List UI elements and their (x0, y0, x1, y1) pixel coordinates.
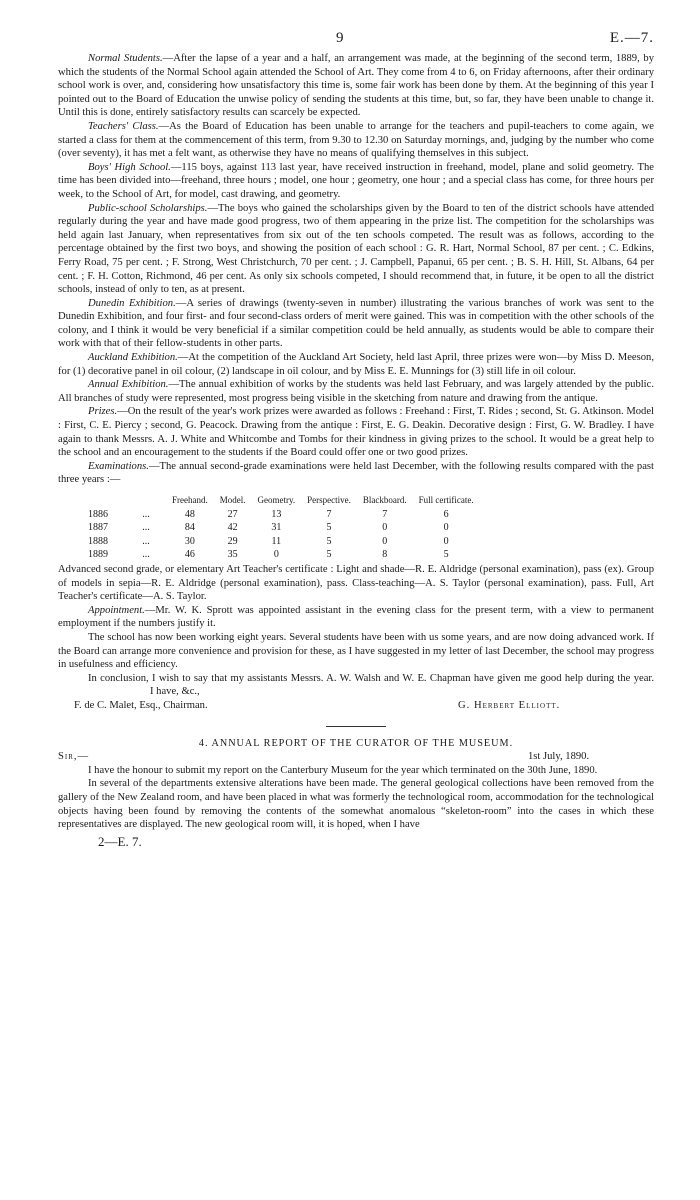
table-cell: 27 (227, 509, 238, 521)
table-cell: 46 (184, 548, 195, 560)
table-cell: 29 (227, 535, 238, 547)
post-table-text (58, 563, 654, 713)
closing-phrase: I have, &c., (150, 686, 200, 698)
column-header: Model. (219, 495, 246, 505)
column-header: Perspective. (307, 495, 351, 505)
section-title: 4. ANNUAL REPORT OF THE CURATOR OF THE MUSEUM. (198, 737, 514, 749)
signature-mark: 2—E. 7. (98, 833, 142, 849)
paragraph-text: —115 boys, against 113 last year, have received instruction in freehand, model, plane and solid geometry. The time has been divided into—freehand, three hours ; model, one hour ; geometry, one hour ; and a special class has come, for three hours per week, to the School of Art, for model, cast drawing, and geometry. (58, 161, 654, 200)
table-cell: 7 (326, 509, 332, 521)
table-cell: 31 (271, 522, 282, 534)
table-cell: 0 (443, 535, 449, 547)
table-cell: 35 (227, 548, 238, 560)
table-cell-leader: ... (142, 509, 150, 521)
salutation-row (58, 750, 654, 764)
paragraph-boys-high-school (58, 161, 654, 202)
signature-row (58, 699, 654, 713)
column-header: Blackboard. (362, 495, 407, 505)
section-divider (326, 726, 386, 727)
paragraph-text: —After the lapse of a year and a half, an arrangement was made, at the beginning of the second term, 1889, by which the students of the Normal School again attended the School of Art. They come from 4 to 6, on Friday afternoons, after their ordinary school work is over, and, considering how unsatisfactory this time is, some fair work has been done by them. At the beginning of this year I pointed out to the Board of Education the unwise policy of sending the students at this time, but, so far, they have been unable to change it. Until this is done, entirely satisfactory results can scarcely be expected. (58, 53, 654, 119)
paragraph-text: In conclusion, I wish to say that my assistants Messrs. A. W. Walsh and W. E. Chapman have given me good help during the year. (88, 672, 654, 684)
paragraph-dunedin-exhibition (58, 297, 654, 351)
paragraph-text: —The boys who gained the scholarships given by the Board to ten of the district schools have attended regularly during the year and have made good progress, two of them appearing in the prize list. The competition for the scholarships was held again last January, when representatives from six out of the ten schools competed. The result was as follows, according to the percentage obtained by the first two boys, and showing the position of each school : G. R. Hart, Normal School, 87 per cent. ; C. Edkins, Ferry Road, 75 per cent. ; F. Strong, West Christchurch, 70 per cent. ; J. Campbell, Papanui, 65 per cent. ; B. S. H. Hill, St. Albans, 64 per cent. ; F. H. Cotton, Richmond, 46 per cent. As only six schools competed, I should recommend that, in future, it be open to all the district schools, instead of only to ten, as at present. (58, 202, 654, 296)
examination-results-table (84, 494, 654, 561)
letter-date: 1st July, 1890. (528, 751, 590, 763)
paragraph-heading: Boys' High School. (88, 161, 171, 173)
paragraph-museum-alterations: In several of the departments extensive alterations have been made. The general geological collections have been removed from the gallery of the New Zealand room, and have been placed in what was formerly the technological room, accommodation for the technological objects having been found by removing the contents of the somewhat anomalous “skeleton-room” into the cases in which these representatives are displayed. The new geological room will, it is hoped, when I have (58, 778, 654, 831)
paragraph-heading: Dunedin Exhibition. (88, 297, 176, 309)
paragraph-text: —The annual second-grade examinations were held last December, with the following results compared with the past three years :— (58, 460, 654, 486)
paragraph-normal-students (58, 52, 654, 120)
paragraph-text: —On the result of the year's work prizes were awarded as follows : Freehand : First, T. Rides ; second, St. G. Atkinson. Model : First, C. E. Piercy ; second, G. Peacock. Drawing from the antique : First, E. G. Deakin. Decorative design : First, G. W. Bradley. I have again to thank Messrs. A. J. White and Whitcombe and Tombs for their kindness in giving prizes to the school. It would be a great help to the school and an encouragement to the students if the Board could offer one or two good prizes. (58, 406, 654, 459)
paragraph-text: —A series of drawings (twenty-seven in number) illustrating the various branches of work was sent to the Dunedin Exhibition, and four first- and four second-class orders of merit were gained. This was in competition with the other schools of the colony, and I think it would be very beneficial if a similar competition could be held annually, as students would be able to compare their work with that of their fellow-students in other parts. (58, 297, 654, 350)
paragraph-text: —As the Board of Education has been unable to arrange for the teachers and pupil-teachers to come again, we started a class for them at the commencement of this term, from 9.30 to 12.30 on Saturday mornings, and, judging by the number who come (over seventy), it has met a felt want, as otherwise they have no means of qualifying themselves in this subject. (58, 120, 654, 160)
table-cell-leader: ... (142, 548, 150, 560)
table-cell-year: 1889 (88, 548, 108, 560)
body-text (58, 52, 654, 487)
paragraph-school-progress: The school has now been working eight years. Several students have been with us some years, and are now doing advanced work. If the Board can arrange more convenience and provision for these, as I have suggested in my letter of last December, the school may progress in usefulness and efficiency. (58, 631, 654, 671)
table-cell: 30 (184, 535, 195, 547)
table-cell-year: 1886 (88, 509, 108, 521)
paragraph-heading: Examinations. (88, 460, 149, 472)
table-row (84, 508, 480, 521)
column-header: Geometry. (257, 495, 296, 505)
paragraph-conclusion (58, 672, 654, 699)
table-cell: 5 (443, 548, 449, 560)
table-cell: 5 (326, 535, 332, 547)
table-cell: 0 (382, 535, 388, 547)
table-row (84, 535, 480, 548)
table-cell: 8 (382, 548, 388, 560)
paragraph-heading: Annual Exhibition. (88, 379, 169, 391)
paragraph-heading: Public-school Scholarships. (88, 202, 208, 214)
table-cell: 5 (326, 522, 332, 534)
page-number: 9 (336, 30, 344, 46)
paragraph-prizes (58, 405, 654, 459)
paragraph-text: —At the competition of the Auckland Art Society, held last April, three prizes were won—by Miss D. Meeson, for (1) decorative panel in oil colour, (2) landscape in oil colour, and by Miss E. E. Munnings for (3) still life in oil colour. (58, 352, 654, 377)
paragraph-text: —Mr. W. K. Sprott was appointed assistant in the evening class for the present term, with a view to permanent employment if the numbers justify it. (58, 604, 654, 630)
table-cell: 0 (443, 522, 449, 534)
paragraph-museum-intro: I have the honour to submit my report on the Canterbury Museum for the year which terminated on the 30th June, 1890. (88, 764, 598, 776)
salutation: Sir,— (58, 751, 90, 763)
table-cell-year: 1888 (88, 535, 108, 547)
table-row (84, 521, 480, 534)
table-cell: 13 (271, 509, 282, 521)
table-cell: 5 (326, 548, 332, 560)
page-header (58, 32, 654, 52)
document-reference: E.—7. (609, 30, 654, 46)
table-row (84, 548, 480, 561)
table-cell: 0 (382, 522, 388, 534)
column-header: Full certificate. (418, 495, 474, 505)
paragraph-heading: Prizes. (88, 406, 118, 418)
table-cell-leader: ... (142, 522, 150, 534)
table-header-row (84, 494, 480, 508)
paragraph-heading: Teachers' Class. (88, 120, 159, 132)
paragraph-auckland-exhibition (58, 351, 654, 378)
table-cell-year: 1887 (88, 522, 108, 534)
table-cell: 48 (184, 509, 195, 521)
table-cell-leader: ... (142, 535, 150, 547)
paragraph-teachers-class (58, 120, 654, 161)
table-cell: 6 (443, 509, 449, 521)
paragraph-examinations (58, 460, 654, 487)
table-cell: 84 (184, 522, 195, 534)
paragraph-appointment (58, 604, 654, 631)
paragraph-scholarships (58, 202, 654, 297)
table-cell: 0 (273, 548, 279, 560)
table-cell: 7 (382, 509, 388, 521)
paragraph-annual-exhibition (58, 378, 654, 405)
paragraph-heading: Auckland Exhibition. (88, 352, 178, 364)
column-header: Freehand. (172, 495, 208, 505)
paragraph-heading: Normal Students. (88, 53, 163, 64)
paragraph-heading: Appointment. (88, 604, 145, 616)
signature: G. Herbert Elliott. (458, 699, 561, 711)
addressee: F. de C. Malet, Esq., Chairman. (74, 699, 208, 711)
paragraph-advanced-certificate: Advanced second grade, or elementary Art Teacher's certificate : Light and shade—R. E. Aldridge (personal examination), pass (ex). Group of models in sepia—R. E. Aldridge (personal examination), pass. Class-teaching—A. S. Taylor (personal examination), pass. Full, Art Teacher's certificate—A. S. Taylor. (58, 564, 654, 603)
museum-report-text (58, 764, 654, 832)
paragraph-text: —The annual exhibition of works by the students was held last February, and was largely attended by the public. All branches of study were represented, most progress being visible in the sketching from nature and drawing from the antique. (58, 379, 654, 404)
table-cell: 42 (227, 522, 238, 534)
table-cell: 11 (271, 535, 282, 547)
